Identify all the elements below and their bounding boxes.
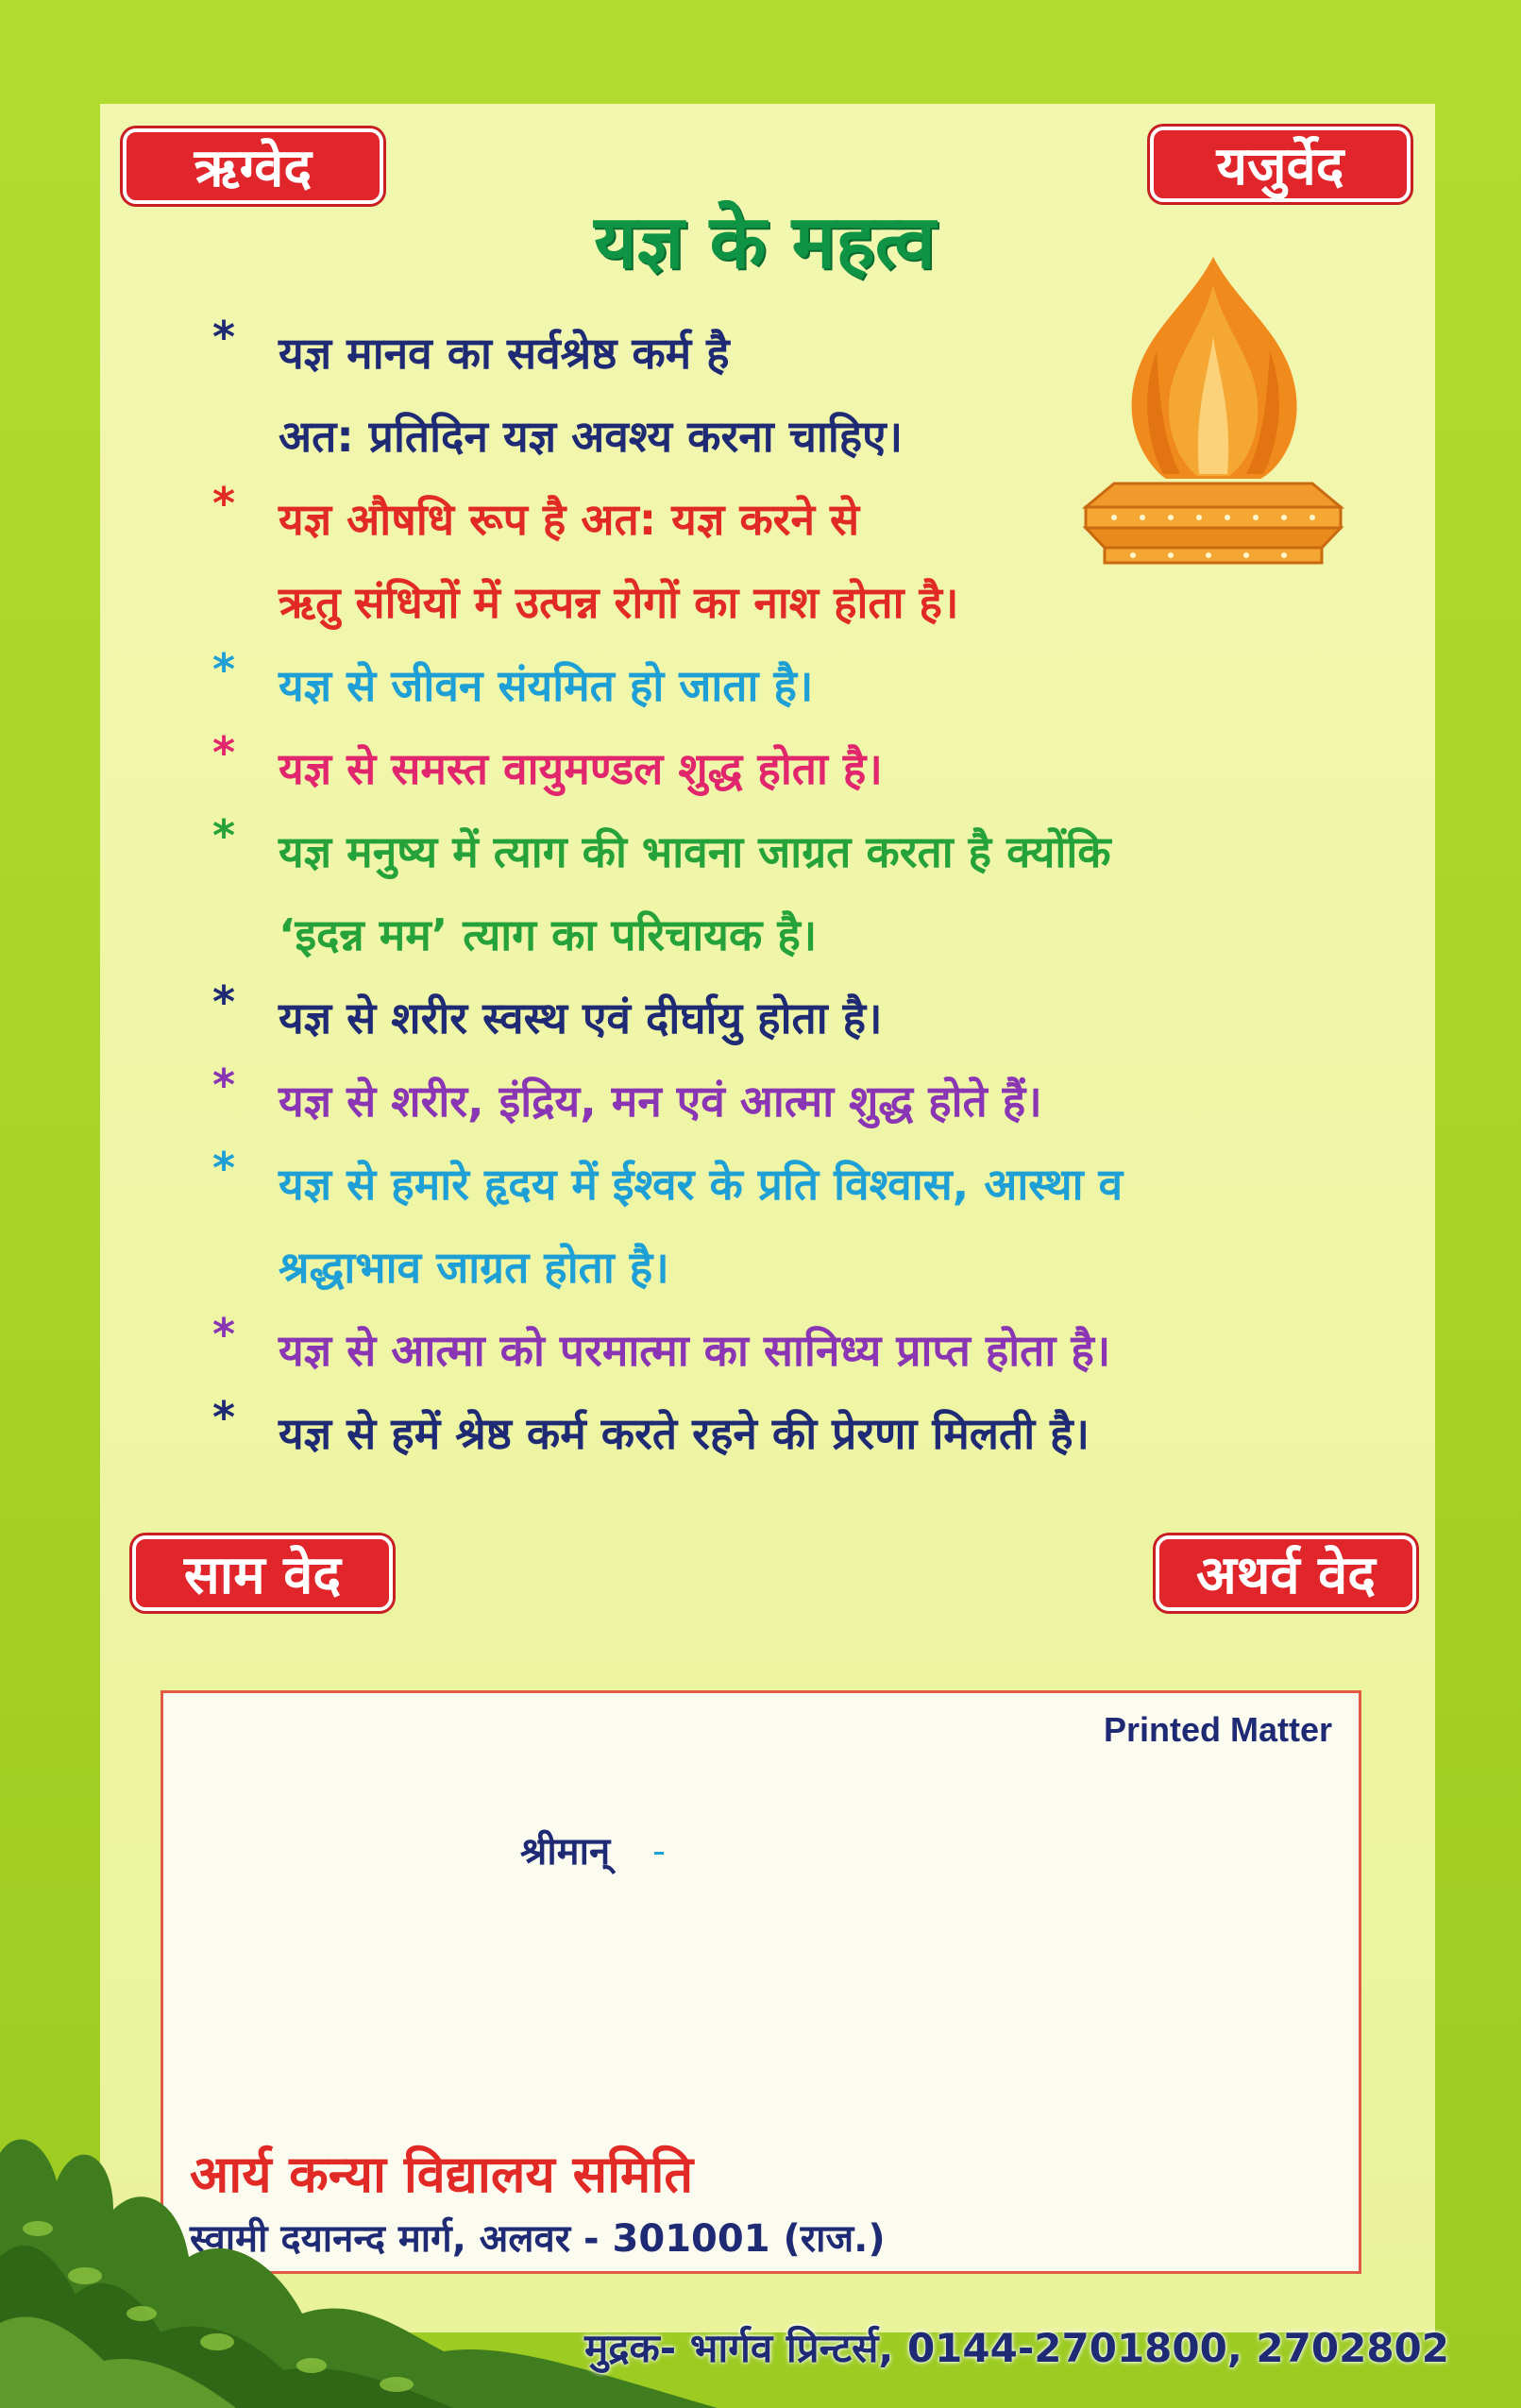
benefit-item	[203, 312, 1374, 478]
benefit-item	[203, 478, 1374, 644]
benefit-item	[203, 1309, 1374, 1392]
sender-address: स्वामी दयानन्द मार्ग, अलवर - 301001 (राज.)	[190, 2217, 886, 2261]
recipient-label: श्रीमान्	[520, 1830, 611, 1874]
benefit-item	[203, 1060, 1374, 1143]
benefit-item	[203, 810, 1374, 976]
bullet-star-icon: *	[212, 727, 236, 778]
benefit-text-line: यज्ञ से समस्त वायुमण्डल शुद्ध होता है।	[279, 743, 883, 794]
atharvaveda-badge: अथर्व वेद	[1156, 1535, 1416, 1611]
bullet-star-icon: *	[212, 1392, 236, 1443]
benefits-list	[203, 312, 1374, 1475]
benefit-item	[203, 644, 1374, 727]
page-title: यज्ञ के महत्व	[594, 199, 936, 285]
bullet-star-icon: *	[212, 810, 236, 861]
benefit-item	[203, 727, 1374, 810]
benefit-text-line: श्रद्धाभाव जाग्रत होता है।	[279, 1242, 669, 1293]
samveda-badge: साम वेद	[132, 1535, 393, 1611]
benefit-text-line: यज्ञ से शरीर स्वस्थ एवं दीर्घायु होता है।	[279, 992, 883, 1043]
benefit-text-line: यज्ञ से हमारे हृदय में ईश्वर के प्रति विश्वास, आस्था व	[279, 1159, 1124, 1210]
benefit-text-line: यज्ञ मानव का सर्वश्रेष्ठ कर्म है	[279, 328, 730, 379]
bullet-star-icon: *	[212, 644, 236, 695]
benefit-item	[203, 1143, 1374, 1309]
benefit-text-line: ऋतु संधियों में उत्पन्न रोगों का नाश होता है।	[279, 577, 959, 628]
bullet-star-icon: *	[212, 478, 236, 529]
printed-matter-label: Printed Matter	[1103, 1710, 1332, 1749]
bullet-star-icon: *	[212, 976, 236, 1027]
benefit-text-line: यज्ञ से आत्मा को परमात्मा का सानिध्य प्राप्त होता है।	[279, 1325, 1111, 1376]
benefit-text-line: यज्ञ औषधि रूप है अत: यज्ञ करने से	[279, 494, 860, 545]
sender-organization: आर्य कन्या विद्यालय समिति	[190, 2144, 694, 2204]
benefit-item	[203, 1392, 1374, 1475]
benefit-text-line: अत: प्रतिदिन यज्ञ अवश्य करना चाहिए।	[279, 411, 904, 462]
benefit-text-line: ‘इदन्न मम’ त्याग का परिचायक है।	[279, 909, 818, 960]
rigveda-badge: ऋग्वेद	[123, 128, 383, 204]
bullet-star-icon: *	[212, 1309, 236, 1360]
bullet-star-icon: *	[212, 1143, 236, 1194]
bullet-star-icon: *	[212, 312, 236, 363]
benefit-text-line: यज्ञ से हमें श्रेष्ठ कर्म करते रहने की प्रेरणा मिलती है।	[279, 1408, 1090, 1459]
recipient-line	[654, 1852, 664, 1855]
benefit-text-line: यज्ञ से जीवन संयमित हो जाता है।	[279, 660, 814, 711]
benefit-text-line: यज्ञ से शरीर, इंद्रिय, मन एवं आत्मा शुद्ध होते हैं।	[279, 1076, 1042, 1127]
yajurveda-badge: यजुर्वेद	[1150, 127, 1411, 202]
printer-credit: मुद्रक- भार्गव प्रिन्टर्स, 0144-2701800, 2702802	[584, 2325, 1449, 2371]
bullet-star-icon: *	[212, 1060, 236, 1111]
benefit-text-line: यज्ञ मनुष्य में त्याग की भावना जाग्रत करता है क्योंकि	[279, 826, 1111, 877]
benefit-item	[203, 976, 1374, 1060]
